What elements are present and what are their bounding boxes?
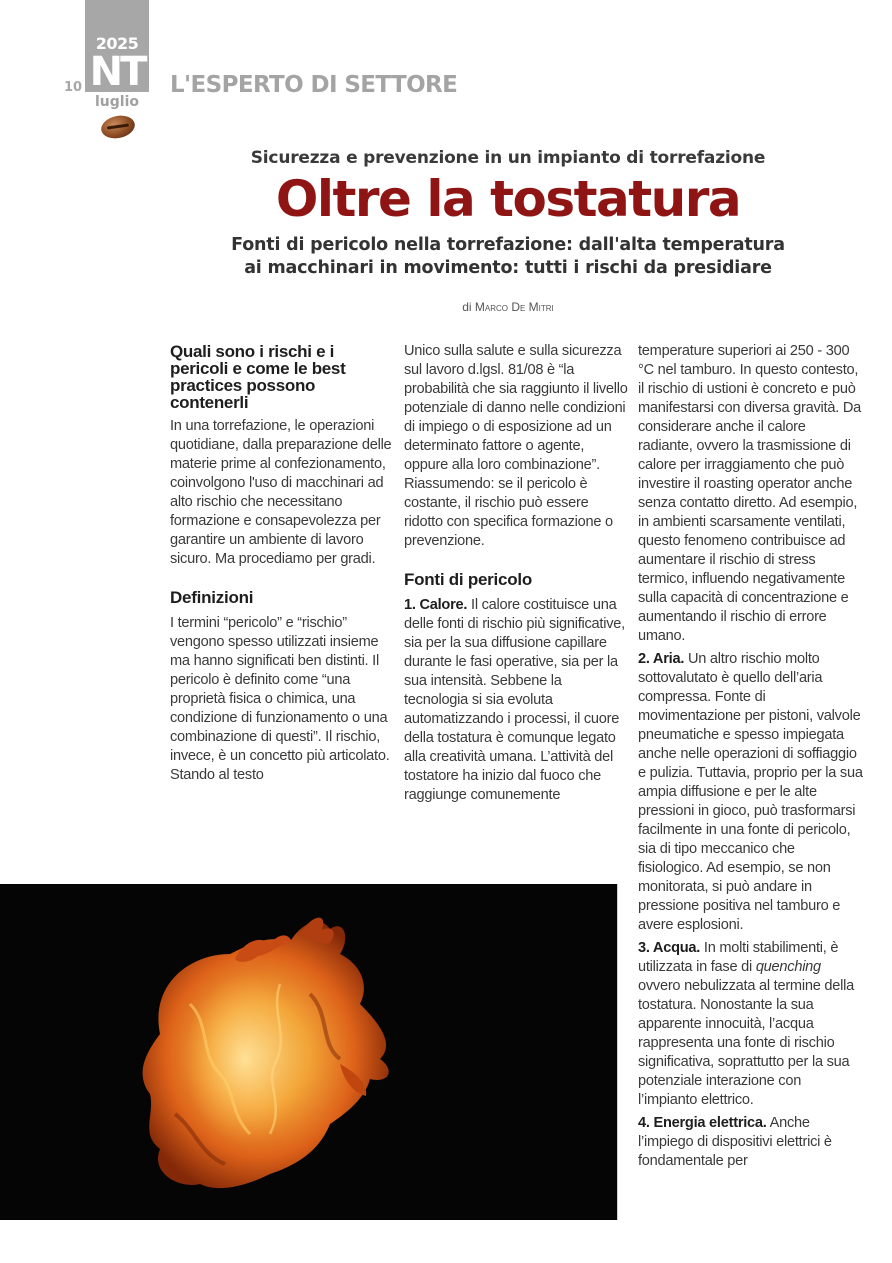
article-subtitle [0, 234, 892, 280]
intro-paragraph: In una torrefazione, le operazioni quotidiane, dalla preparazione delle materie prime al confezionamento, coinvolgono l'uso di macchinari ad alto rischio che necessitano formazione e consapevolezza per garantire un ambiente di lavoro sicuro. Ma procediamo per gradi. [170, 418, 392, 567]
subtitle-line-1: Fonti di pericolo nella torrefazione: dall'alta temperatura [231, 235, 785, 255]
item-label: 3. Acqua. [638, 940, 701, 956]
text-column-2 [404, 342, 629, 805]
item-text: ovvero nebulizzata al termine della tostatura. Nonostante la sua apparente innocuità, l’acqua rappresenta una fonte di rischio significativa, soprattutto per la sua potenziale interazione con l’impianto elettrico. [638, 978, 854, 1108]
subtitle-line-2: ai macchinari in movimento: tutti i rischi da presidiare [244, 258, 772, 278]
definitions-paragraph: I termini “pericolo” e “rischio” vengono spesso utilizzati insieme ma hanno significati ben distinti. Il pericolo è definito come “una proprietà fisica o chimica, una condizione di funzionamento o una combinazione di questi”. Il rischio, invece, è un concetto più articolato. Stando al testo [170, 615, 390, 783]
definitions-heading: Definizioni [170, 588, 254, 607]
item-acqua [638, 939, 863, 1110]
issue-month: luglio [94, 94, 139, 110]
sources-heading: Fonti di pericolo [404, 570, 532, 589]
fire-ball-icon [0, 884, 617, 1220]
magazine-logo: NT [89, 49, 145, 95]
author-name: Marco De Mitri [474, 300, 554, 314]
item-text: Il calore costituisce una delle fonti di rischio più significative, sia per la sua diffusione capillare durante le fasi operative, sia per la sua intensità. Sebbene la tecnologia si sia evoluta automatizzando i processi, il cuore della tostatura è comunque legato alla creatività umana. L’attività del tostatore ha inizio dal fuoco che raggiunge comunemente [404, 597, 625, 803]
item-text: Anche l’impiego di dispositivi elettrici è fondamentale per [638, 1115, 832, 1169]
definitions-paragraph-continued: Unico sulla salute e sulla sicurezza sul lavoro d.lgsl. 81/08 è “la probabilità che sia raggiunto il livello potenziale di danno nelle condizioni di impiego o di esposizione ad un determinato fattore o agente, oppure alla loro combinazione”. Riassumendo: se il pericolo è costante, il rischio può essere ridotto con specifica formazione o prevenzione. [404, 343, 628, 549]
byline-prefix: di [462, 300, 472, 314]
article-title: Oltre la tostatura [275, 170, 741, 228]
item-text: Un altro rischio molto sottovalutato è quello dell’aria compressa. Fonte di movimentazione per pistoni, valvole pneumatiche e spesso impiegata anche nelle operazioni di soffiaggio e pulizia. Tuttavia, proprio per la sua ampia diffusione e per le alte pressioni in gioco, può trasformarsi facilmente in una fonte di pericolo, sia di tipo meccanico che fisiologico. Ad esempio, se non monitorata, si può andare in pressione positiva nel tamburo e avere esplosioni. [638, 651, 863, 933]
item-label: 4. Energia elettrica. [638, 1115, 767, 1131]
issue-year: 2025 [95, 34, 139, 53]
item-text-italic: quenching [755, 959, 821, 975]
article-kicker: Sicurezza e prevenzione in un impianto di torrefazione [250, 148, 766, 168]
item-calore [404, 596, 629, 805]
fire-photo [0, 884, 618, 1220]
byline [0, 300, 892, 314]
item-calore-continued: temperature superiori ai 250 - 300 °C nel tamburo. In questo contesto, il rischio di ustioni è concreto e può manifestarsi con diversa gravità. Da considerare anche il calore radiante, ovvero la trasmissione di calore per irraggiamento che può investire il roasting operator anche senza contatto diretto. Ad esempio, in ambienti scarsamente ventilati, questo fenomeno contribuisce ad aumentare il rischio di stress termico, influendo negativamente sulla capacità di concentrazione e aumentando il rischio di errore umano. [638, 343, 861, 644]
coffee-bean-icon [99, 113, 137, 142]
item-label: 1. Calore. [404, 597, 468, 613]
section-label: L'ESPERTO DI SETTORE [170, 72, 458, 98]
item-label: 2. Aria. [638, 651, 685, 667]
text-column-1 [170, 342, 395, 785]
page-number: 10 [64, 80, 83, 95]
item-aria [638, 650, 863, 935]
intro-heading: Quali sono i rischi e i pericoli e come le best practices possono contenerli [170, 342, 346, 412]
item-text: In molti stabilimenti, è utilizzata in fase di [638, 940, 839, 975]
flame-core [185, 974, 305, 1144]
text-column-3 [638, 342, 863, 1171]
item-energia [638, 1114, 863, 1171]
